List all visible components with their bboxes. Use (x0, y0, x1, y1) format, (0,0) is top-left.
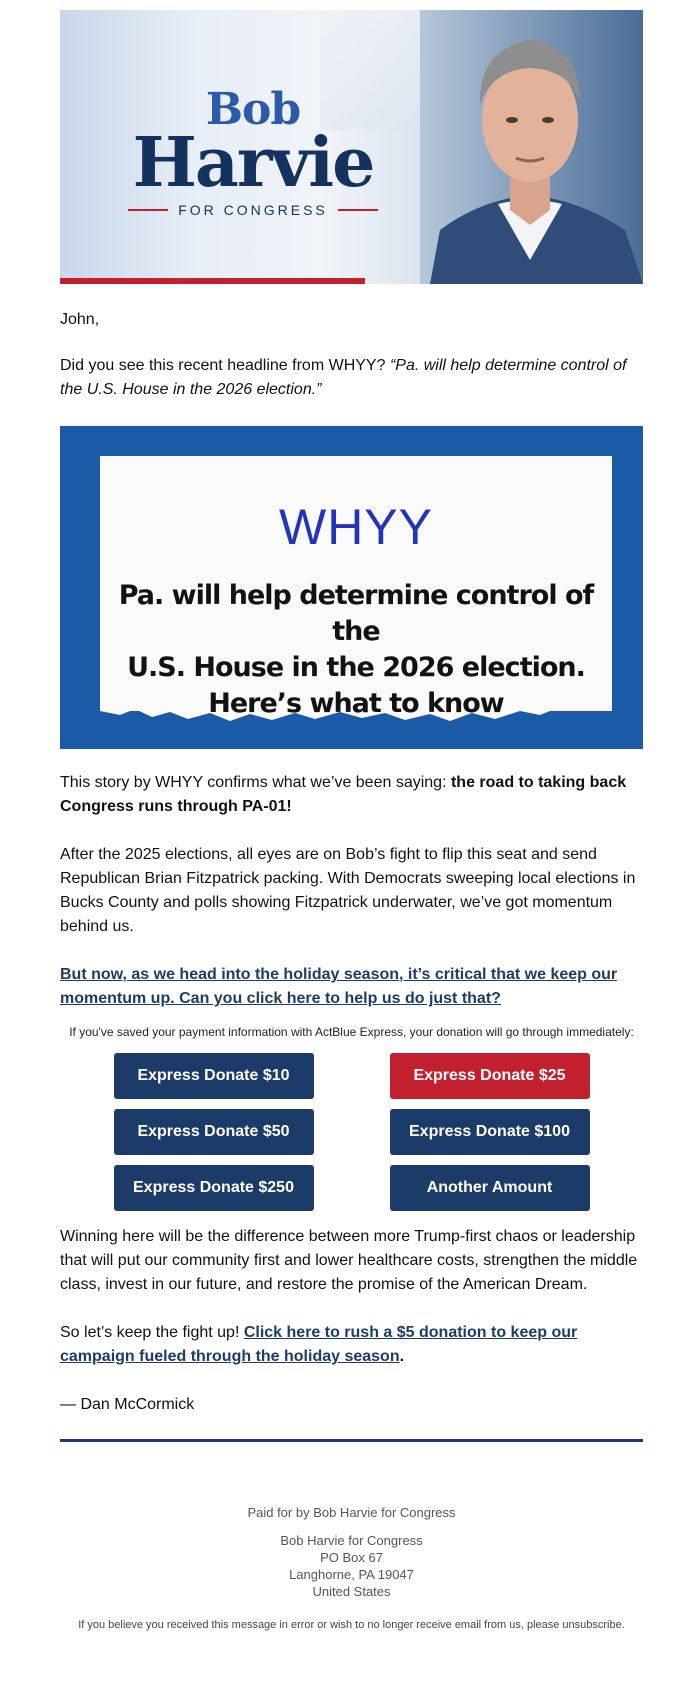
card-headline (100, 578, 612, 722)
intro-lead: Did you see this recent headline from WHYY? (60, 357, 390, 374)
story-bold: the road to taking back Congress runs through PA-01! (60, 774, 627, 815)
closing-paragraph (60, 1321, 643, 1369)
headline-line-2: U.S. House in the 2026 election. (127, 652, 585, 683)
unsubscribe-notice[interactable]: If you believe you received this message in error or wish to no longer receive email from us, please unsubscribe. (78, 1619, 625, 1631)
banner-red-bar (60, 278, 365, 284)
header-banner (60, 10, 643, 284)
mailing-address (60, 1532, 643, 1600)
campaign-logo (118, 84, 388, 218)
logo-tagline-row (118, 202, 388, 218)
signature: — Dan McCormick (60, 1396, 195, 1413)
closing-lead: So let’s keep the fight up! (60, 1324, 244, 1341)
donate-100-button[interactable]: Express Donate $100 (390, 1109, 590, 1155)
address-name: Bob Harvie for Congress (280, 1533, 423, 1548)
donate-button-grid (60, 1053, 643, 1211)
donate-250-button[interactable]: Express Donate $250 (114, 1165, 314, 1211)
address-country: United States (312, 1584, 391, 1599)
tagline-rule-left (128, 209, 168, 211)
tagline-rule-right (338, 209, 378, 211)
cta-paragraph (60, 963, 643, 1011)
donate-25-button[interactable]: Express Donate $25 (390, 1053, 590, 1099)
headline-line-3: Here’s what to know (208, 688, 504, 719)
another-amount-button[interactable]: Another Amount (390, 1165, 590, 1211)
greeting: John, (60, 311, 100, 328)
email-body (60, 10, 643, 1633)
express-note: If you've saved your payment information with ActBlue Express, your donation will go through immediately: (69, 1025, 634, 1039)
paper-clipping (100, 456, 612, 719)
paid-for-disclaimer: Paid for by Bob Harvie for Congress (247, 1505, 456, 1520)
logo-last-name: Harvie (132, 123, 374, 203)
donate-10-button[interactable]: Express Donate $10 (114, 1053, 314, 1099)
winning-paragraph: Winning here will be the difference between more Trump-first chaos or leadership that will put our community first and lower healthcare costs, strengthen the middle class, invest in our future, and restore the promise of the American Dream. (60, 1228, 638, 1293)
address-box: PO Box 67 (320, 1550, 383, 1565)
whyy-logo: WHYY (279, 499, 433, 555)
candidate-portrait (420, 10, 643, 284)
momentum-paragraph: After the 2025 elections, all eyes are on Bob’s fight to flip this seat and send Republican Brian Fitzpatrick packing. With Democrats sweeping local elections in Bucks County and polls showing Fitzpatrick underwater, we’ve got momentum behind us. (60, 846, 636, 935)
donate-5-link[interactable]: Click here to rush a $5 donation to keep our campaign fueled through the holiday season (60, 1324, 578, 1365)
logo-tagline: FOR CONGRESS (178, 202, 328, 218)
donate-50-button[interactable]: Express Donate $50 (114, 1109, 314, 1155)
footer-divider (60, 1439, 643, 1442)
intro-quote: “Pa. will help determine control of the U.S. House in the 2026 election.” (60, 357, 627, 398)
logo-first-name: Bob (205, 84, 301, 135)
closing-period: . (399, 1348, 405, 1365)
address-city: Langhorne, PA 19047 (289, 1567, 414, 1582)
headline-line-1: Pa. will help determine control of the (118, 580, 594, 647)
story-paragraph (60, 771, 643, 819)
intro-paragraph (60, 354, 643, 402)
footer (60, 1505, 643, 1633)
cta-link[interactable]: But now, as we head into the holiday season, it’s critical that we keep our momentum up. Can you click here to help us do just that? (60, 966, 618, 1007)
story-lead: This story by WHYY confirms what we’ve been saying: (60, 774, 451, 791)
whyy-headline-image[interactable] (60, 426, 643, 749)
